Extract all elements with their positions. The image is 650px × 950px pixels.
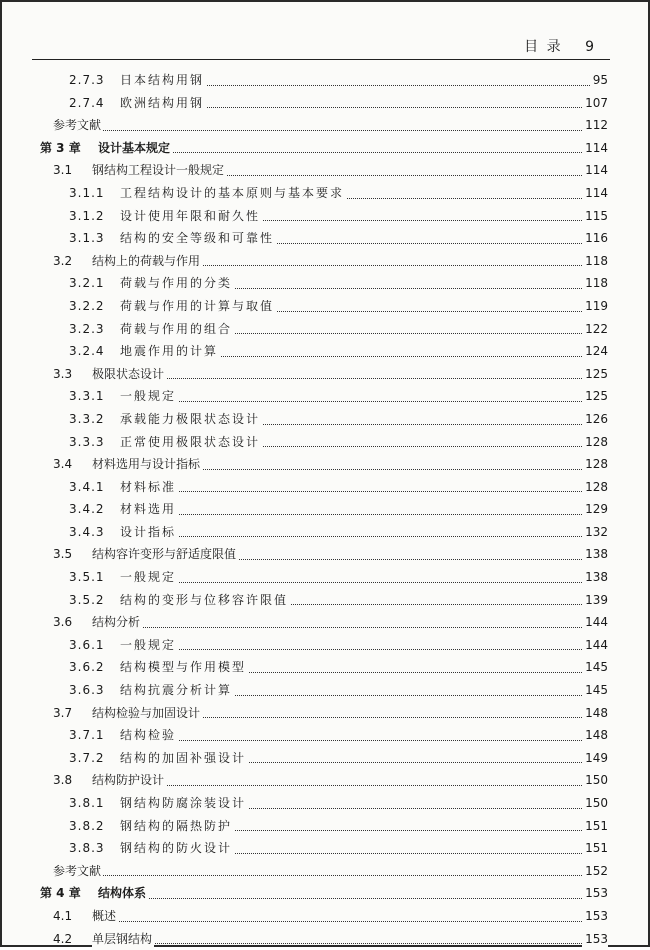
toc-entry-title: 结构模型与作用模型: [120, 656, 248, 679]
toc-entry-page: 138: [582, 543, 608, 566]
toc-entry-title: 结构检验: [120, 724, 178, 747]
toc-entry-title: 结构的变形与位移容许限值: [120, 589, 290, 612]
toc-entry-page: 153: [582, 905, 608, 928]
toc-entry-number: 3.8.2: [69, 818, 105, 833]
toc-entry-title: 结构防护设计: [92, 769, 166, 792]
toc-entry-number: 3.5: [53, 547, 73, 562]
dot-leader: [92, 921, 606, 945]
toc-entry-page: 107: [582, 92, 608, 115]
toc-entry-number: 2.7.3: [69, 73, 105, 87]
toc-entry-page: 128: [582, 431, 608, 454]
toc-entry-number: 3.2.4: [69, 344, 105, 359]
toc-entry-page: 112: [582, 114, 608, 137]
toc-entry-page: 125: [582, 385, 608, 408]
toc-entry-page: 149: [582, 747, 608, 770]
toc-entry-number: 4.1: [53, 908, 73, 923]
toc-entry-title: 欧洲结构用钢: [120, 92, 206, 115]
toc-entry-title: 参考文献: [53, 114, 103, 137]
toc-entry-title: 钢结构工程设计一般规定: [92, 159, 226, 182]
toc-entry-page: 114: [582, 182, 608, 205]
running-header: [508, 36, 596, 56]
toc-entry-title: 荷载与作用的计算与取值: [120, 295, 276, 318]
toc-entry-title: 参考文献: [53, 860, 103, 883]
toc-entry-page: 152: [582, 860, 608, 883]
toc-entry-page: 153: [582, 882, 608, 905]
toc-entry-page: 128: [582, 476, 608, 499]
toc-entry-number: 3.6: [53, 615, 73, 630]
toc-entry-number: 3.1: [53, 163, 73, 178]
toc-entry-page: 132: [582, 521, 608, 544]
toc-entry-page: 115: [582, 205, 608, 228]
dot-leader: [98, 130, 606, 154]
toc-entry-number: 3.7: [53, 705, 73, 720]
toc-entry-page: 148: [582, 724, 608, 747]
header-rule: [32, 59, 610, 60]
toc-entry-number: 3.5.2: [69, 592, 105, 607]
toc-entry-number: 3.1.2: [69, 208, 105, 223]
toc-entry-title: 结构分析: [92, 611, 142, 634]
toc-entry-title: 设计基本规定: [98, 137, 172, 160]
toc-entry-number: 3.6.1: [69, 637, 105, 652]
toc-entry-number: 3.3.1: [69, 389, 105, 404]
toc-entry-number: 3.4.1: [69, 479, 105, 494]
toc-entry-title: 钢结构防腐涂装设计: [120, 792, 248, 815]
toc-entry-page: 114: [582, 137, 608, 160]
toc-entry-page: 151: [582, 837, 608, 860]
toc-entry-page: 95: [590, 69, 608, 92]
toc-entry-number: 3.2.3: [69, 321, 105, 336]
toc-entry-page: 125: [582, 363, 608, 386]
toc-entry-number: 3.3.2: [69, 411, 105, 426]
toc-entry-page: 118: [582, 250, 608, 273]
toc-entry-number: 3.1.3: [69, 231, 105, 246]
toc-entry-number: 第 3 章: [40, 140, 81, 155]
toc-entry-title: 工程结构设计的基本原则与基本要求: [120, 182, 346, 205]
toc-entry-title: 承载能力极限状态设计: [120, 408, 262, 431]
toc-entry-page: 153: [582, 928, 608, 950]
toc-entry-number: 3.4.2: [69, 502, 105, 517]
header-page-number: 9: [585, 39, 596, 55]
toc-entry-number: 3.2: [53, 253, 73, 268]
toc-entry-number: 3.4: [53, 457, 73, 472]
toc-entry-number: 3.2.1: [69, 276, 105, 291]
toc-entry-title: 结构检验与加固设计: [92, 702, 202, 725]
header-label: 目 录: [524, 39, 563, 55]
dot-leader: [92, 898, 606, 922]
toc-entry-page: 150: [582, 792, 608, 815]
toc-entry-title: 设计使用年限和耐久性: [120, 205, 262, 228]
toc-entry-title: 结构容许变形与舒适度限值: [92, 543, 238, 566]
toc-entry-title: 材料选用: [120, 498, 178, 521]
toc-entry-number: 4.2: [53, 931, 73, 946]
toc-entry-page: 119: [582, 295, 608, 318]
toc-entry-number: 3.1.1: [69, 185, 105, 200]
toc-entry-page: 144: [582, 611, 608, 634]
toc-entry-title: 极限状态设计: [92, 363, 166, 386]
toc-entry-title: 日本结构用钢: [120, 69, 206, 92]
toc-entry-number: 3.8.3: [69, 841, 105, 856]
toc-entry-page: 145: [582, 679, 608, 702]
toc-entry-title: 结构抗震分析计算: [120, 679, 234, 702]
toc-entry-number: 第 4 章: [40, 886, 81, 901]
toc-entry-number: 3.4.3: [69, 524, 105, 539]
toc-entry-page: 122: [582, 318, 608, 341]
toc-entry-title: 地震作用的计算: [120, 340, 220, 363]
toc-entry-title: 结构的安全等级和可靠性: [120, 227, 276, 250]
toc-entry-title: 荷载与作用的分类: [120, 272, 234, 295]
toc-entry-page: 148: [582, 702, 608, 725]
toc-entry-number: 3.3.3: [69, 434, 105, 449]
dot-leader: [120, 514, 606, 538]
dot-leader: [120, 491, 606, 515]
toc-entry-page: 151: [582, 815, 608, 838]
toc-entry-page: 144: [582, 634, 608, 657]
toc-entry-page: 124: [582, 340, 608, 363]
toc-entry-number: 3.7.2: [69, 750, 105, 765]
toc-entry-title: 一般规定: [120, 634, 178, 657]
toc-entry-title: 钢结构的防火设计: [120, 837, 234, 860]
toc-entry-title: 材料标准: [120, 476, 178, 499]
toc-entry-page: 150: [582, 769, 608, 792]
toc-entry-page: 129: [582, 498, 608, 521]
toc-entry-page: 128: [582, 453, 608, 476]
toc-entry-page: 114: [582, 159, 608, 182]
toc-entry-page: 116: [582, 227, 608, 250]
toc-entry-title: 荷载与作用的组合: [120, 318, 234, 341]
toc-entry-number: 2.7.4: [69, 95, 105, 110]
toc-entry-page: 138: [582, 566, 608, 589]
toc-entry-title: 一般规定: [120, 566, 178, 589]
toc-entry-number: 3.7.1: [69, 728, 105, 743]
toc-entry-page: 145: [582, 656, 608, 679]
toc-entry-page: 118: [582, 272, 608, 295]
toc-entry-number: 3.5.1: [69, 570, 105, 585]
toc-entry-page: 139: [582, 589, 608, 612]
toc-entry-number: 3.6.2: [69, 660, 105, 675]
toc-entry-number: 3.8.1: [69, 796, 105, 810]
toc-entry-number: 3.6.3: [69, 683, 105, 698]
toc-entry-title: 结构上的荷载与作用: [92, 250, 202, 273]
toc-entry-title: 设计指标: [120, 521, 178, 544]
dot-leader: [120, 627, 606, 651]
toc-entry-number: 3.3: [53, 366, 73, 381]
dot-leader: [98, 875, 606, 899]
toc-entry-title: 正常使用极限状态设计: [120, 431, 262, 454]
toc-entry-title: 单层钢结构: [92, 928, 154, 950]
toc-entry-title: 概述: [92, 905, 118, 928]
toc-entry-number: 3.8: [53, 773, 73, 788]
toc-entry-title: 钢结构的隔热防护: [120, 815, 234, 838]
dot-leader: [120, 378, 606, 402]
toc-entry-number: 3.2.2: [69, 298, 105, 313]
toc-entry-title: 材料选用与设计指标: [92, 453, 202, 476]
toc-entry-title: 一般规定: [120, 385, 178, 408]
toc-entry-page: 126: [582, 408, 608, 431]
toc-entry-title: 结构的加固补强设计: [120, 747, 248, 770]
toc-entry-title: 结构体系: [98, 882, 148, 905]
table-of-contents: [2, 69, 650, 950]
